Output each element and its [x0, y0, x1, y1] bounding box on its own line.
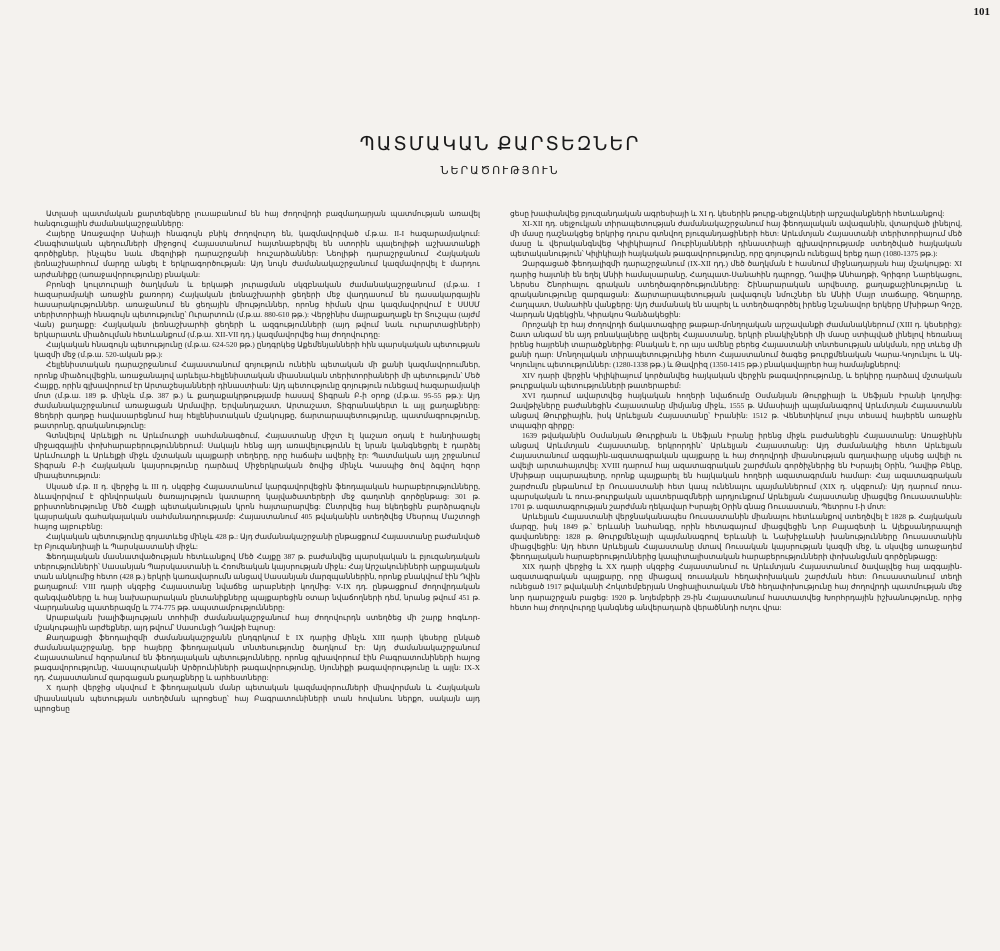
- paragraph: Արաբական խալիֆայության տոհիմի ժամանակաշրջանում հայ ժողովուրդն ստեղծեց մի շարք հոգևոր-մշակութային արժեքներ, այդ թվում՝ Սասունցի Դավթի էպոսը:: [34, 612, 480, 632]
- right-text-column: [510, 209, 962, 749]
- paragraph: 1639 թվականին Օսմանյան Թուրքիան և Սեֆյան Իրանը իրենց միջև բաժանեցին Հայաստանը: Առաջինին անցավ Արևմտյան Հայաստանը, երկրորդին՝ Արևելյան Հայաստանը: Այդ ժամանակից հետո Արևելյան Հայաստանում ազգային-ազատագրական պայքարը և հայ ժողովրդի միասնության գաղափարը սկսեց ավելի ու ավելի արտահայտվել: XVIII դարում հայ ազատագրական շարժման գործիչներից են Իսրայել Օրին, Դավիթ Բեկը, Մխիթար սպարապետը, որոնք պայքարել են հայկական հողերի ազատագրման համար: Հայ ազատագրական շարժումն ընթանում էր Ռուսաստանի հետ կապ ունենալու պայմաններում (XIX դ. սկզբում): Այդ դարում ռուս-պարսկական և ռուս-թուրքական պատերազմների արդյունքում Արևելյան Հայաստանը միացվեց Ռուսաստանին: 1701 թ. ազատագրության շարժման ղեկավար Իսրայել Օրին գնաց Ռուսաստան, Պետրոս I-ի մոտ:: [510, 431, 962, 511]
- paragraph: X դարի վերջից սկսվում է ֆեոդալական մանր պետական կազմավորումների միավորման և Հայկական միասնական պետության ստեղծման պրոցեսը՝ հայ Բագրատունիների տան հովանու ներքո, սակայն այդ պրոցեսը: [34, 683, 480, 713]
- paragraph: Բրոնզի կուլտուրայի ծաղկման և երկաթի յուրացման սկզբնական ժամանակաշրջանում (մ.թ.ա. I հազարամյակի առաջին քառորդ) Հայկական լեռնաշխարհի ցեղերի մեջ վաղդասում են դասակարգային հասարակություններ. առաջանում են ցեղային միություններ, որոնց հիման վրա կազմավորվում է ՍՍՍՄ տերիտորիայի հնագույն պետությունը՝ Ուրարտուն (մ.թ.ա. 880-610 թթ.): Վերջինիս մայրաքաղաքն էր Տուշպա (այժմ Վան) քաղաքը: Հայկական լեռնաշխարհի ցեղերի և ազգությունների (այդ թվում նաև ուրարտացիների) երկարատև միաձուլման հետևանքում (մ.թ.ա. XII-VII դդ.) կազմավորվեց հայ ժողովուրդը:: [34, 279, 480, 340]
- paragraph: Արևելյան Հայաստանի վերջնականապես Ռուսաստանին միանալու հետևանքով ստեղծվել է 1828 թ. Հայկական մարզը, իսկ 1849 թ.՝ Երևանի նահանգը, որին հետագայում միացվեցին Նոր Բայազետի և Ալեքսանդրապոլի գավառները: 1828 թ. Թուրքմենչայի պայմանագրով Երևանի և Նախիջևանի խանությունները Ռուսաստանին միացվեցին: Այդ հետո Արևելյան Հայաստանը մտավ Ռուսական կայսրության կազմի մեջ, և սկսվեց առաջադեմ ֆեոդալական հարաբերություններից կապիտալիստական հարաբերությունների փոխանցման գործընթացը:: [510, 511, 962, 562]
- paragraph: Որոշակի էր հայ ժողովրդի ճակատագիրը թաթար-մոնղոլական արշավանքի ժամանակներում (XIII դ. կեսերից): Շատ անգամ են այդ բռնակալները ավերել Հայաստանը, երկրի բնակիչների մի մասը ստիպված լինելով հեռանալ իրենց հայրենի տարածքներից: Բնական է, որ այս ամենը բերեց Հայաստանի տնտեսության անկման, որը տևեց մի քանի դար: Մոնղոլական տիրապետությունից հետո Հայաստանում ծագեց թուրքմենական Կարա-Կոյունլու և Ակ-Կոյունլու պետություններ: (1280-1338 թթ.) և Թավրիզ (1350-1415 թթ.) բնակավայրեր հայ համայնքներով:: [510, 320, 962, 370]
- paragraph: Հայերը Առաջավոր Ասիայի հնագույն բնիկ ժողովուրդ են, կազմավորված մ.թ.ա. II-I հազարամյակում: Հնագիտական պեղումների միջոցով Հայաստանում հայտնաբերվել են ստորին պալեոլիթի աշխատանքի գործիքներ, ինչպես նաև մեզոլիթի դարաշրջանի հուշարձաններ: Նեոլիթի դարաշրջանում Հայկական լեռնաշխարհում մարդը անցել է երկրագործության: Այդ նույն ժամանակաշրջանում կազմավորվել է մարդու արժանիքը (առաջավորությունը) բնական:: [34, 229, 480, 279]
- paragraph: ցեսը խափանվեց բյուզանդական ագրեսիայի և XI դ. կեսերին թուրք-սելջուկների արշավանքների հետևանքով:: [510, 209, 945, 218]
- left-text-column: [34, 209, 480, 749]
- paragraph: Քաղաքացի ֆեոդալիզմի ժամանակաշրջանն ընդգրկում է IX դարից մինչև XIII դարի կեսերը ընկած ժամանակաշրջանը, երբ հայերը ֆեոդալական տնտեսությունը ծաղկում էր: Այդ ժամանակաշրջանում Հայաստանում հզորանում են ֆեոդալական պետությունները, որոնց գլխավորում էին Բագրատունիների հայոց թագավորությունը, Վասպուրականի Արծրունիների թագավորությունը, Սյունիքի թագավորությունը և այլն: IX-X դդ. Հայաստանում զարգացան քաղաքները և արհեստները:: [34, 632, 480, 683]
- page-subtitle: ՆԵՐԱԾՈՒԹՅՈՒՆ: [440, 165, 560, 177]
- paragraph: XIX դարի վերջից և XX դարի սկզբից Հայաստանում ու Արևմտյան Հայաստանում ծավալվեց հայ ազգային-ազատագրական պայքարը, որը միացավ ռուսական հեղափոխական շարժման հետ: Ռուսաստանում տեղի ունեցած 1917 թվականի Հոկտեմբերյան Սոցիալիստական Մեծ հեղափոխությունը հայ ժողովրդի պատմության մեջ նոր դարաշրջան բացեց: 1920 թ. նոյեմբերի 29-ին Հայաստանում հաստատվեց Խորհրդային իշխանությունը, որից հետո հայ ժողովուրդը կանգնեց անվերադարձ վերածննդի ուղու վրա:: [510, 562, 962, 612]
- paragraph: Հելլենիստական դարաշրջանում Հայաստանում գոյություն ունեին պետական մի քանի կազմավորումներ, որոնք միաձուլվեցին, առաջանալով արևելա-հելլենիստական միասնական տերիտորիաների մի պետություն՝ Մեծ Հայքը, որին գլխավորում էր Արտաշեսյանների դինաստիան: Այդ պետությունը գոյություն ունեցավ հազարամյակի մոտ (մ.թ.ա. 189 թ. մինչև մ.թ. 387 թ.) և քաղաքակրթությամբ հասավ Տիգրան Բ-ի օրոք (մ.թ.ա. 95-55 թթ.): Այդ ժամանակաշրջանում առաջացան Արմավիր, Երվանդաշատ, Արտաշատ, Տիգրանակերտ և այլ քաղաքները: Ցեղերի գաղթը հավասարեցնում հայ հելլենիստական մշակույթը, ճարտարապետությունը, պատմագրությունը, թատրոնը, գրականությունը:: [34, 360, 480, 430]
- paragraph: XI-XII դդ. սելջուկյան տիրապետության ժամանակաշրջանում հայ ֆեոդալական ավագանին, վտարված լինելով, մի մասը դաշնակցեց երկրից դուրս գտնվող բյուզանդացիների հետ: Արևմտյան Հայաստանի տերիտորիայում մեծ մասը և վերականգնվեց Կիլիկիայում Ռուբինյանների դինաստիայի գլխավորությամբ ստեղծված հայկական պետականություն՝ Կիլիկիայի հայկական թագավորությունը, որը գոյություն ունեցավ երեք դար (1080-1375 թթ.):: [510, 219, 962, 259]
- paragraph: Գտնվելով Արևելքի ու Արևմուտքի սահմանագծում, Հայաստանը միշտ էլ կաշառ օդակ է հանդիսացել միջազգային փոխհարաբերություններում: Սակայն հենց այդ առավելությունն էլ նրան կանգնեցրել է դարձել Արևմուտքի և Արևելքի միջև մշտական պայքարի տեղերը, որը հաճախ ավերիչ էր: Պատմական այդ շրջանում Տիգրան Բ-ի Հայկական կայսրությունը դարձավ Միջերկրական ծովից մինչև Կասպից ծով ձգվող հզոր միապետություն:: [34, 431, 480, 481]
- paragraph: XIV դարի վերջին Կիլիկիայում կործանվեց հայկական վերջին թագավորությունը, և երկիրը դարձավ մշտական թուրքական պետությունների թատերաբեմ:: [510, 370, 962, 390]
- page-number: 101: [973, 6, 990, 18]
- paragraph: Ֆեոդալական մասնատվածության հետևանքով Մեծ Հայքը 387 թ. բաժանվեց պարսկական և բյուզանդական տերությունների՝ Սասանյան Պարսկաստանի և Հռոմեական կայսրության միջև: Հայ Արշակունիների արքայական տան անկումից հետո (428 թ.) երկրի կառավարումն անցավ Սասանյան մարզպաններին, որոնք բնակվում էին Դվին քաղաքում: VIII դարի սկզբից Հայաստանը նվաճեց արաբների կողմից: V-IX դդ. ընթացքում ժողովրդական զանգվածները և հայ նախարարական ընտանիքները պայքարեցին օտար նվաճողների դեմ, նրանց թվում 451 թ. Վարդանանց պատերազմը և 774-775 թթ. ապստամբությունները:: [34, 552, 480, 612]
- paragraph: XVI դարում ավարտվեց հայկական հողերի նվաճումը Օսմանյան Թուրքիայի և Սեֆյան Իրանի կողմից: Զավթիչները բաժանեցին Հայաստանը միմյանց միջև, 1555 թ. Ամասիայի պայմանագրով Արևմտյան Հայաստանն անցավ Թուրքիային, իսկ Արևելյան Հայաստանը՝ Իրանին: 1512 թ. Վենետիկում լույս տեսավ հայերեն առաջին տպագիր գիրքը:: [510, 390, 962, 430]
- paragraph: Ատլասի պատմական քարտեզները լուսաբանում են հայ ժողովրդի բազմադարյան պատմության առավել հանգուցային ժամանակաշրջանները:: [34, 209, 480, 229]
- paragraph: Հայկական հնագույն պետությունը (մ.թ.ա. 624-520 թթ.) ընդգրկեց Աքեմենյանների հին պարսկական պետության կազմի մեջ (մ.թ.ա. 520-ական թթ.):: [34, 340, 480, 360]
- paragraph: Զարգացած ֆեոդալիզմի դարաշրջանում (IX-XII դդ.) մեծ ծաղկման է հասնում միջնադարյան հայ մշակույթը: XI դարից հայտնի են եղել Անիի համալսարանը, Հաղպատ-Սանահին դպրոցը, Դավիթ Անհաղթի, Գրիգոր Նարեկացու, Ներսես Շնորհալու գրական ստեղծագործությունները: Շինարարական արվեստը, քաղաքաշինությունը և գրականությունը զարգացան: Ճարտարապետության լավագույն նմուշներ են Անիի Մայր տաճարը, Գեղարդը, Հաղպատ, Սանահին վանքերը: Այդ ժամանակ են ապրել և ստեղծագործել իրենց նշանավոր երկերը Մխիթար Գոշը, Վարդան Այգեկցին, Կիրակոս Գանձակեցին:: [510, 259, 962, 319]
- paragraph: Հայկական պետությունը գոյատևեց մինչև 428 թ.: Այդ ժամանակաշրջանի ընթացքում Հայաստանը բաժանված էր Բյուզանդիայի և Պարսկաստանի միջև:: [34, 532, 480, 552]
- paragraph: Սկսած մ.թ. II դ. վերջից և III դ. սկզբից Հայաստանում կարգավորվեցին ֆեոդալական հարաբերությունները, ձևավորվում է զինվորական ծառայություն կատարող կալվածատերերի մեջ գաղտնի գործընթաց: 301 թ. քրիստոնեությունը Մեծ Հայքի պետականության կրոն հայտարարվեց: Ընտրվեց հայ եկեղեցին բարձրագույն կայսրական գահակալական սահմանադրությամբ: Հայաստանում 405 թվականին ստեղծվեց Մեսրոպ Մաշտոցի հայոց այբուբենը:: [34, 481, 480, 531]
- page-title: ՊԱՏՄԱԿԱՆ ՔԱՐՏԵԶՆԵՐ: [359, 134, 641, 155]
